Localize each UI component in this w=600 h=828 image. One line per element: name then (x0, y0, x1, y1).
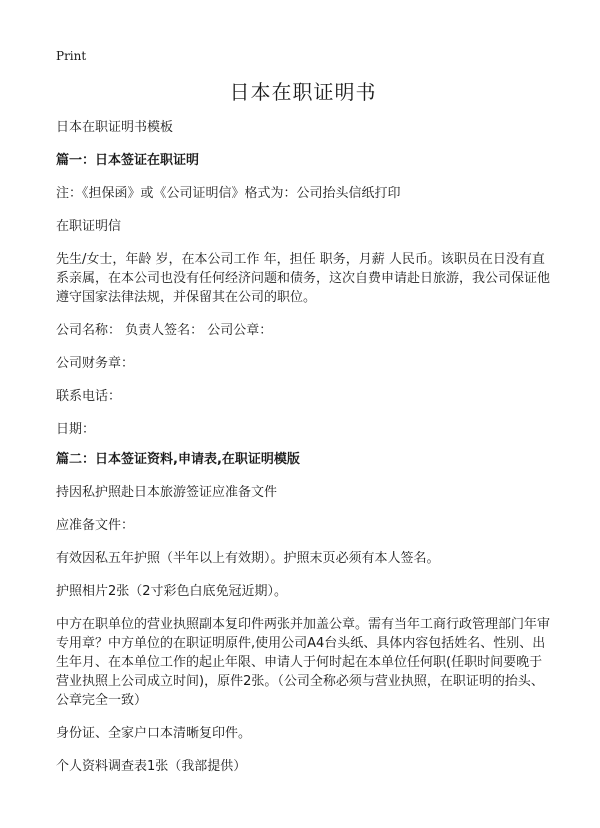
paragraph-letter-body: 先生/女士，年龄 岁，在本公司工作 年，担任 职务，月薪 人民币。该职员在日没有直系亲属，在本公司也没有任何经济问题和债务，这次自费申请赴日旅游，我公司保证他遵守国家法律法规，并保留其在公司的职位。 (56, 252, 551, 305)
paragraph-required-docs: 应准备文件： (56, 518, 135, 533)
paragraph-photos: 护照相片2张（2寸彩色白底免冠近期）。 (56, 584, 288, 599)
section-heading-2: 篇二：日本签证资料,申请表,在职证明模版 (56, 452, 300, 467)
paragraph-template-name: 日本在职证明书模板 (56, 120, 174, 135)
paragraph-business-license: 中方在职单位的营业执照副本复印件两张并加盖公章。需有当年工商行政管理部门年审专用章？中方单位的在职证明原件,使用公司A4台头纸、具体内容包括姓名、性别、出生年月、在本单位工作的起止年限、申请人于何时起在本单位任何职(任职时间要晚于营业执照上公司成立时间)，原件2张。（公司全称必须与营业执照，在职证明的抬头、公章完全一致） (56, 617, 551, 708)
paragraph-note: 注：《担保函》或《公司证明信》格式为：公司抬头信纸打印 (56, 186, 401, 201)
paragraph-id-copies: 身份证、全家户口本清晰复印件。 (56, 726, 252, 741)
paragraph-passport: 有效因私五年护照（半年以上有效期）。护照末页必须有本人签名。 (56, 551, 440, 566)
paragraph-date: 日期： (56, 422, 96, 437)
print-label: Print (56, 49, 87, 63)
paragraph-personal-form: 个人资料调查表1张（我部提供） (56, 759, 247, 774)
paragraph-finance-seal: 公司财务章： (56, 356, 135, 371)
paragraph-company-signature: 公司名称： 负责人签名： 公司公章： (56, 323, 273, 338)
paragraph-phone: 联系电话： (56, 389, 122, 404)
paragraph-letter-title: 在职证明信 (56, 219, 122, 234)
section-heading-1: 篇一：日本签证在职证明 (56, 153, 200, 168)
document-title: 日本在职证明书 (229, 80, 377, 104)
paragraph-documents-intro: 持因私护照赴日本旅游签证应准备文件 (56, 485, 278, 500)
